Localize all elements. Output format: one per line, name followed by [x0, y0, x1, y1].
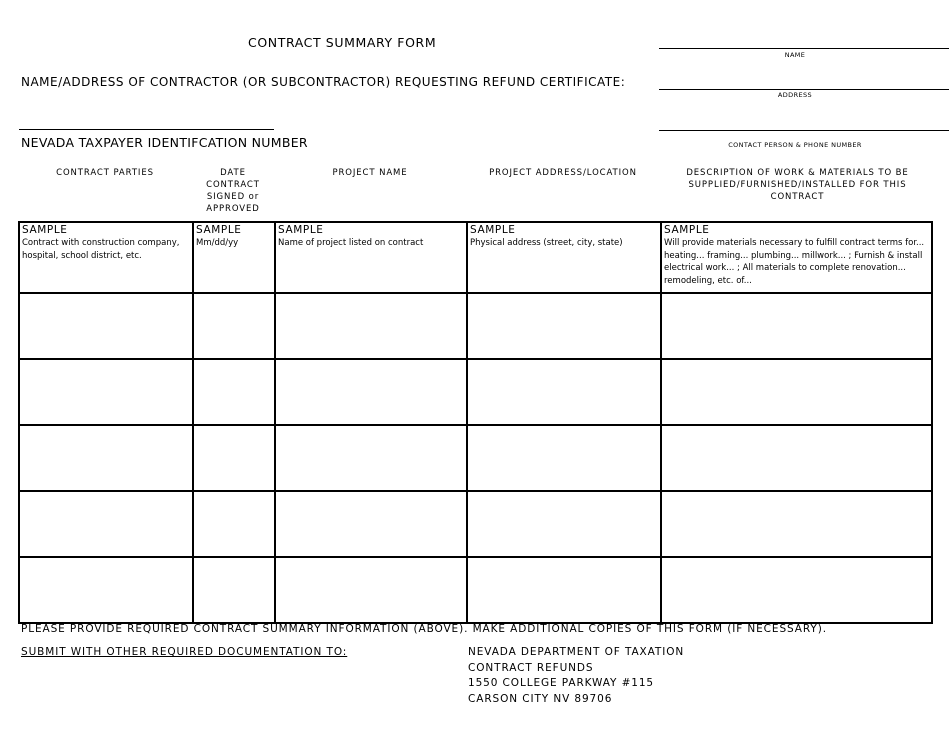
entry-cell-project-name[interactable] [275, 425, 467, 491]
tin-field-line[interactable] [19, 129, 274, 130]
entry-cell-description[interactable] [661, 293, 932, 359]
table-row [19, 359, 932, 425]
sample-cell-parties [19, 222, 193, 293]
sample-tag: SAMPLE [278, 224, 324, 236]
entry-cell-date[interactable] [193, 491, 275, 557]
entry-cell-address[interactable] [467, 491, 661, 557]
entry-cell-description[interactable] [661, 425, 932, 491]
sample-cell-project-name [275, 222, 467, 293]
header-date-signed [192, 167, 274, 215]
entry-cell-address[interactable] [467, 557, 661, 623]
entry-cell-date[interactable] [193, 293, 275, 359]
entry-cell-project-name[interactable] [275, 359, 467, 425]
entry-cell-date[interactable] [193, 359, 275, 425]
sample-date-text: Mm/dd/yy [196, 238, 239, 248]
entry-cell-description[interactable] [661, 359, 932, 425]
sample-row [19, 222, 932, 293]
entry-cell-parties[interactable] [19, 293, 193, 359]
header-description [660, 167, 935, 203]
header-project-address: PROJECT ADDRESS/LOCATION [489, 168, 637, 178]
entry-cell-description[interactable] [661, 557, 932, 623]
address-line: CONTRACT REFUNDS [468, 661, 594, 674]
entry-cell-project-name[interactable] [275, 293, 467, 359]
entry-cell-project-name[interactable] [275, 491, 467, 557]
sample-cell-description [661, 222, 932, 293]
contact-field-line[interactable] [659, 130, 949, 131]
sample-tag: SAMPLE [196, 224, 242, 236]
table-row [19, 491, 932, 557]
entry-cell-address[interactable] [467, 293, 661, 359]
contract-table [18, 221, 933, 624]
entry-cell-address[interactable] [467, 425, 661, 491]
header-description-line: SUPPLIED/FURNISHED/INSTALLED FOR THIS CONTRACT [688, 180, 907, 202]
address-field-line[interactable] [659, 89, 949, 90]
sample-cell-address [467, 222, 661, 293]
entry-cell-description[interactable] [661, 491, 932, 557]
address-line: 1550 COLLEGE PARKWAY #115 [468, 677, 655, 689]
address-line: NEVADA DEPARTMENT OF TAXATION [468, 646, 685, 658]
header-date-line: APPROVED [206, 204, 260, 214]
sample-project-name-text: Name of project listed on contract [278, 238, 424, 248]
sample-description-text: Will provide materials necessary to fulfill contract terms for... heating... framing... plumbing... millwork... ; Furnish & install electrical work... ; All materials to complete renovation... remodeling, etc. of... [664, 238, 925, 286]
sample-tag: SAMPLE [664, 224, 710, 236]
sample-parties-text: Contract with construction company, hospital, school district, etc. [22, 238, 180, 261]
entry-cell-parties[interactable] [19, 425, 193, 491]
name-field-line[interactable] [659, 48, 949, 49]
table-row [19, 293, 932, 359]
entry-cell-date[interactable] [193, 557, 275, 623]
address-line: CARSON CITY NV 89706 [468, 692, 613, 705]
header-date-line: SIGNED or [206, 192, 260, 202]
entry-cell-address[interactable] [467, 359, 661, 425]
header-date-line: CONTRACT [206, 180, 260, 190]
instructions-notice: PLEASE PROVIDE REQUIRED CONTRACT SUMMARY INFORMATION (ABOVE). MAKE ADDITIONAL COPIES OF THIS FORM (IF NECESSARY). [21, 623, 827, 635]
entry-cell-date[interactable] [193, 425, 275, 491]
sample-tag: SAMPLE [470, 224, 516, 236]
entry-cell-parties[interactable] [19, 557, 193, 623]
mailing-address [468, 645, 684, 707]
entry-cell-parties[interactable] [19, 491, 193, 557]
header-contract-parties: CONTRACT PARTIES [56, 168, 154, 178]
contact-caption: CONTACT PERSON & PHONE NUMBER [728, 141, 862, 149]
sample-address-text: Physical address (street, city, state) [470, 238, 623, 248]
form-title: CONTRACT SUMMARY FORM [248, 35, 437, 50]
tin-label: NEVADA TAXPAYER IDENTIFCATION NUMBER [21, 135, 308, 150]
contractor-name-address-label: NAME/ADDRESS OF CONTRACTOR (OR SUBCONTRACTOR) REQUESTING REFUND CERTIFICATE: [21, 75, 626, 89]
table-row [19, 557, 932, 623]
entry-cell-parties[interactable] [19, 359, 193, 425]
header-project-name: PROJECT NAME [332, 168, 408, 178]
header-description-line: DESCRIPTION OF WORK & MATERIALS TO BE [686, 168, 909, 178]
header-date-line: DATE [220, 168, 246, 178]
sample-tag: SAMPLE [22, 224, 68, 236]
sample-cell-date [193, 222, 275, 293]
table-row [19, 425, 932, 491]
entry-cell-project-name[interactable] [275, 557, 467, 623]
name-caption: NAME [784, 51, 806, 59]
submit-label: SUBMIT WITH OTHER REQUIRED DOCUMENTATION TO: [21, 646, 348, 658]
address-caption: ADDRESS [777, 91, 813, 99]
